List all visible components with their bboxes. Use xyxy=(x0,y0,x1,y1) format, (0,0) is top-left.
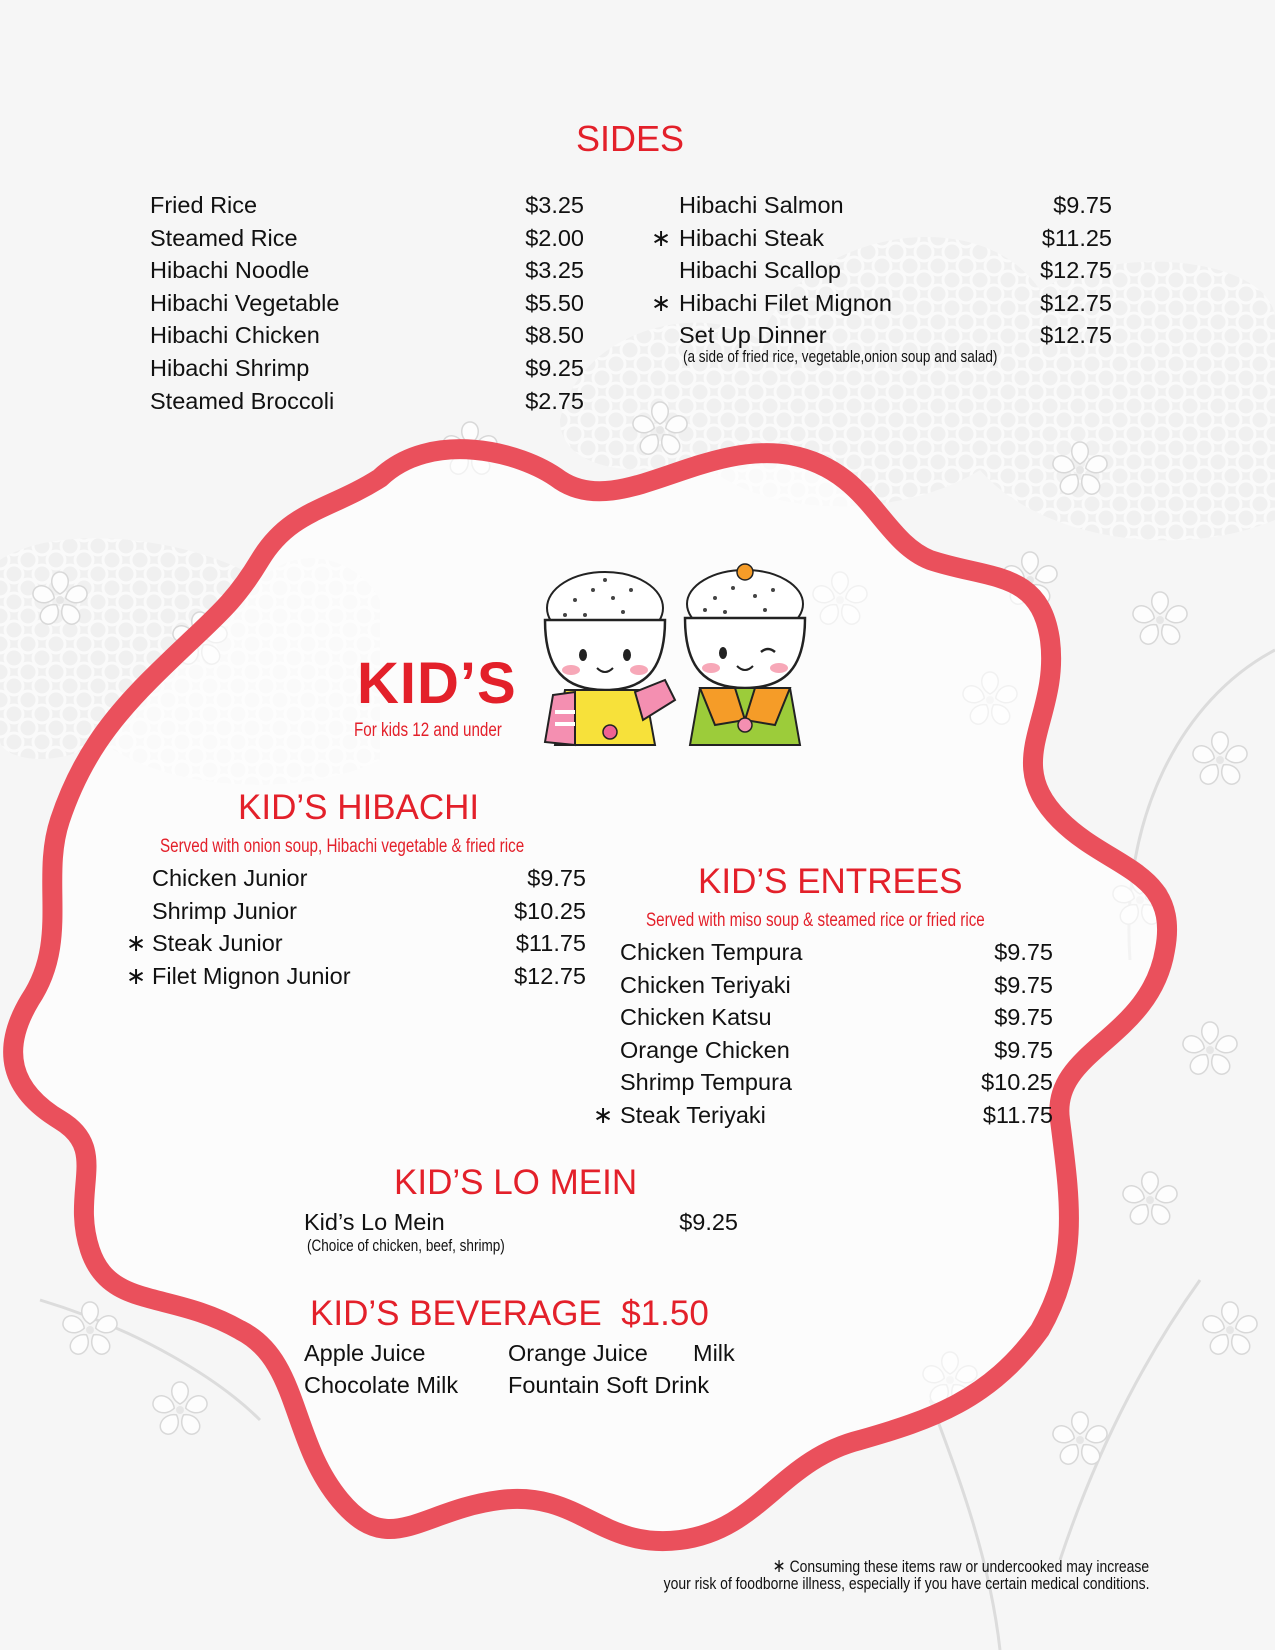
beverage-item: Orange Juice xyxy=(508,1340,648,1366)
menu-item-name: Hibachi Chicken xyxy=(150,322,320,349)
set-up-dinner-note: (a side of fried rice, vegetable,onion soup and salad) xyxy=(683,348,998,366)
menu-item-name: Set Up Dinner xyxy=(679,322,827,349)
menu-item-name: Steamed Rice xyxy=(150,224,298,251)
menu-item-price: $12.75 xyxy=(1040,289,1112,316)
lo-mein-note: (Choice of chicken, beef, shrimp) xyxy=(307,1237,505,1255)
beverage-item: Apple Juice xyxy=(304,1340,426,1366)
menu-item xyxy=(152,960,586,992)
menu-item-name: Hibachi Scallop xyxy=(679,257,841,284)
menu-item-price: $2.75 xyxy=(525,387,584,414)
menu-item-price: $10.25 xyxy=(981,1069,1053,1096)
menu-item-price: $9.75 xyxy=(527,865,586,891)
beverage-item: Milk xyxy=(693,1340,735,1366)
menu-item-name: Hibachi Noodle xyxy=(150,257,310,284)
menu-item xyxy=(150,319,584,351)
menu-item-price: $9.75 xyxy=(994,939,1053,965)
kids-beverage-title: KID’S BEVERAGE xyxy=(310,1294,602,1333)
menu-item-price: $3.25 xyxy=(525,257,584,284)
menu-item-price: $9.75 xyxy=(1053,192,1112,218)
menu-item-price: $9.25 xyxy=(525,355,584,381)
menu-item-price: $10.25 xyxy=(514,897,586,924)
menu-item-price: $11.75 xyxy=(515,930,586,957)
menu-item xyxy=(150,189,584,221)
menu-item xyxy=(679,287,1112,319)
menu-item-name: Chicken Teriyaki xyxy=(620,971,791,998)
menu-item-price: $11.75 xyxy=(982,1102,1053,1128)
asterisk-icon: ∗ xyxy=(772,1555,786,1577)
menu-item-name: Shrimp Tempura xyxy=(620,1069,792,1096)
menu-item-name: Hibachi Vegetable xyxy=(150,289,340,316)
menu-item xyxy=(150,254,584,286)
asterisk-icon: ∗ xyxy=(126,929,147,958)
menu-item-name: Hibachi Filet Mignon xyxy=(679,289,892,316)
menu-item-price: $11.25 xyxy=(1041,224,1112,251)
menu-item xyxy=(152,927,586,959)
menu-item-name: Kid’s Lo Mein xyxy=(304,1209,445,1235)
menu-item xyxy=(620,1034,1053,1066)
menu-item-price: $9.75 xyxy=(994,971,1053,998)
asterisk-icon: ∗ xyxy=(593,1101,614,1129)
menu-item xyxy=(620,936,1053,968)
menu-item xyxy=(150,385,584,417)
asterisk-icon: ∗ xyxy=(651,223,672,252)
menu-item xyxy=(679,319,1112,351)
kids-lo-mein-heading: KID’S LO MEIN xyxy=(394,1163,638,1202)
menu-item xyxy=(679,189,1112,221)
menu-item-price: $9.75 xyxy=(994,1004,1053,1031)
menu-item xyxy=(620,1066,1053,1098)
kids-beverage-heading xyxy=(310,1294,709,1334)
menu-item-price: $3.25 xyxy=(525,192,584,218)
kids-entrees-heading: KID’S ENTREES xyxy=(698,862,963,901)
menu-item-price: $2.00 xyxy=(525,224,584,251)
disclaimer-text-1: Consuming these items raw or undercooked may increase xyxy=(789,1557,1149,1576)
menu-item xyxy=(304,1206,738,1238)
kids-beverage-price: $1.50 xyxy=(621,1294,709,1333)
menu-item xyxy=(150,352,584,384)
menu-item-name: Steamed Broccoli xyxy=(150,387,335,414)
menu-item xyxy=(152,862,586,894)
menu-item-name: Chicken Junior xyxy=(152,865,308,891)
menu-item xyxy=(620,969,1053,1001)
menu-item xyxy=(150,287,584,319)
menu-item-price: $9.25 xyxy=(679,1209,738,1235)
kids-hibachi-subtitle: Served with onion soup, Hibachi vegetable & fried rice xyxy=(160,836,525,857)
menu-item xyxy=(679,222,1112,254)
beverage-item: Chocolate Milk xyxy=(304,1372,459,1398)
menu-item-price: $12.75 xyxy=(514,962,586,989)
menu-item xyxy=(679,254,1112,286)
menu-item-name: Chicken Tempura xyxy=(620,939,803,965)
asterisk-icon: ∗ xyxy=(126,961,147,990)
disclaimer-line-2: your risk of foodborne illness, especially if you have certain medical conditions. xyxy=(663,1574,1149,1593)
menu-item-name: Chicken Katsu xyxy=(620,1004,772,1031)
menu-item-name: Filet Mignon Junior xyxy=(152,962,351,989)
kids-hibachi-heading: KID’S HIBACHI xyxy=(238,788,480,827)
menu-item xyxy=(620,1001,1053,1033)
menu-item xyxy=(620,1099,1053,1131)
rice-bowl-mascots-illustration xyxy=(535,560,810,755)
menu-item xyxy=(152,895,586,927)
menu-item-name: Steak Junior xyxy=(152,930,283,957)
menu-item-name: Hibachi Shrimp xyxy=(150,355,310,381)
kids-entrees-subtitle: Served with miso soup & steamed rice or fried rice xyxy=(646,910,985,931)
kids-title: KID’S xyxy=(357,651,517,716)
menu-item-price: $9.75 xyxy=(994,1036,1053,1063)
menu-item-name: Steak Teriyaki xyxy=(620,1102,766,1128)
menu-item-name: Hibachi Salmon xyxy=(679,192,844,218)
menu-item-name: Shrimp Junior xyxy=(152,897,297,924)
beverage-item: Fountain Soft Drink xyxy=(508,1372,710,1398)
menu-item xyxy=(150,222,584,254)
menu-item-price: $8.50 xyxy=(525,322,584,349)
kids-subtitle: For kids 12 and under xyxy=(354,720,502,741)
menu-item-name: Orange Chicken xyxy=(620,1036,790,1063)
menu-item-name: Hibachi Steak xyxy=(679,224,824,251)
menu-item-name: Fried Rice xyxy=(150,192,258,218)
sides-heading: SIDES xyxy=(575,118,685,159)
menu-item-price: $12.75 xyxy=(1040,322,1112,349)
menu-item-price: $12.75 xyxy=(1040,257,1112,284)
menu-item-price: $5.50 xyxy=(525,289,584,316)
asterisk-icon: ∗ xyxy=(651,288,672,317)
